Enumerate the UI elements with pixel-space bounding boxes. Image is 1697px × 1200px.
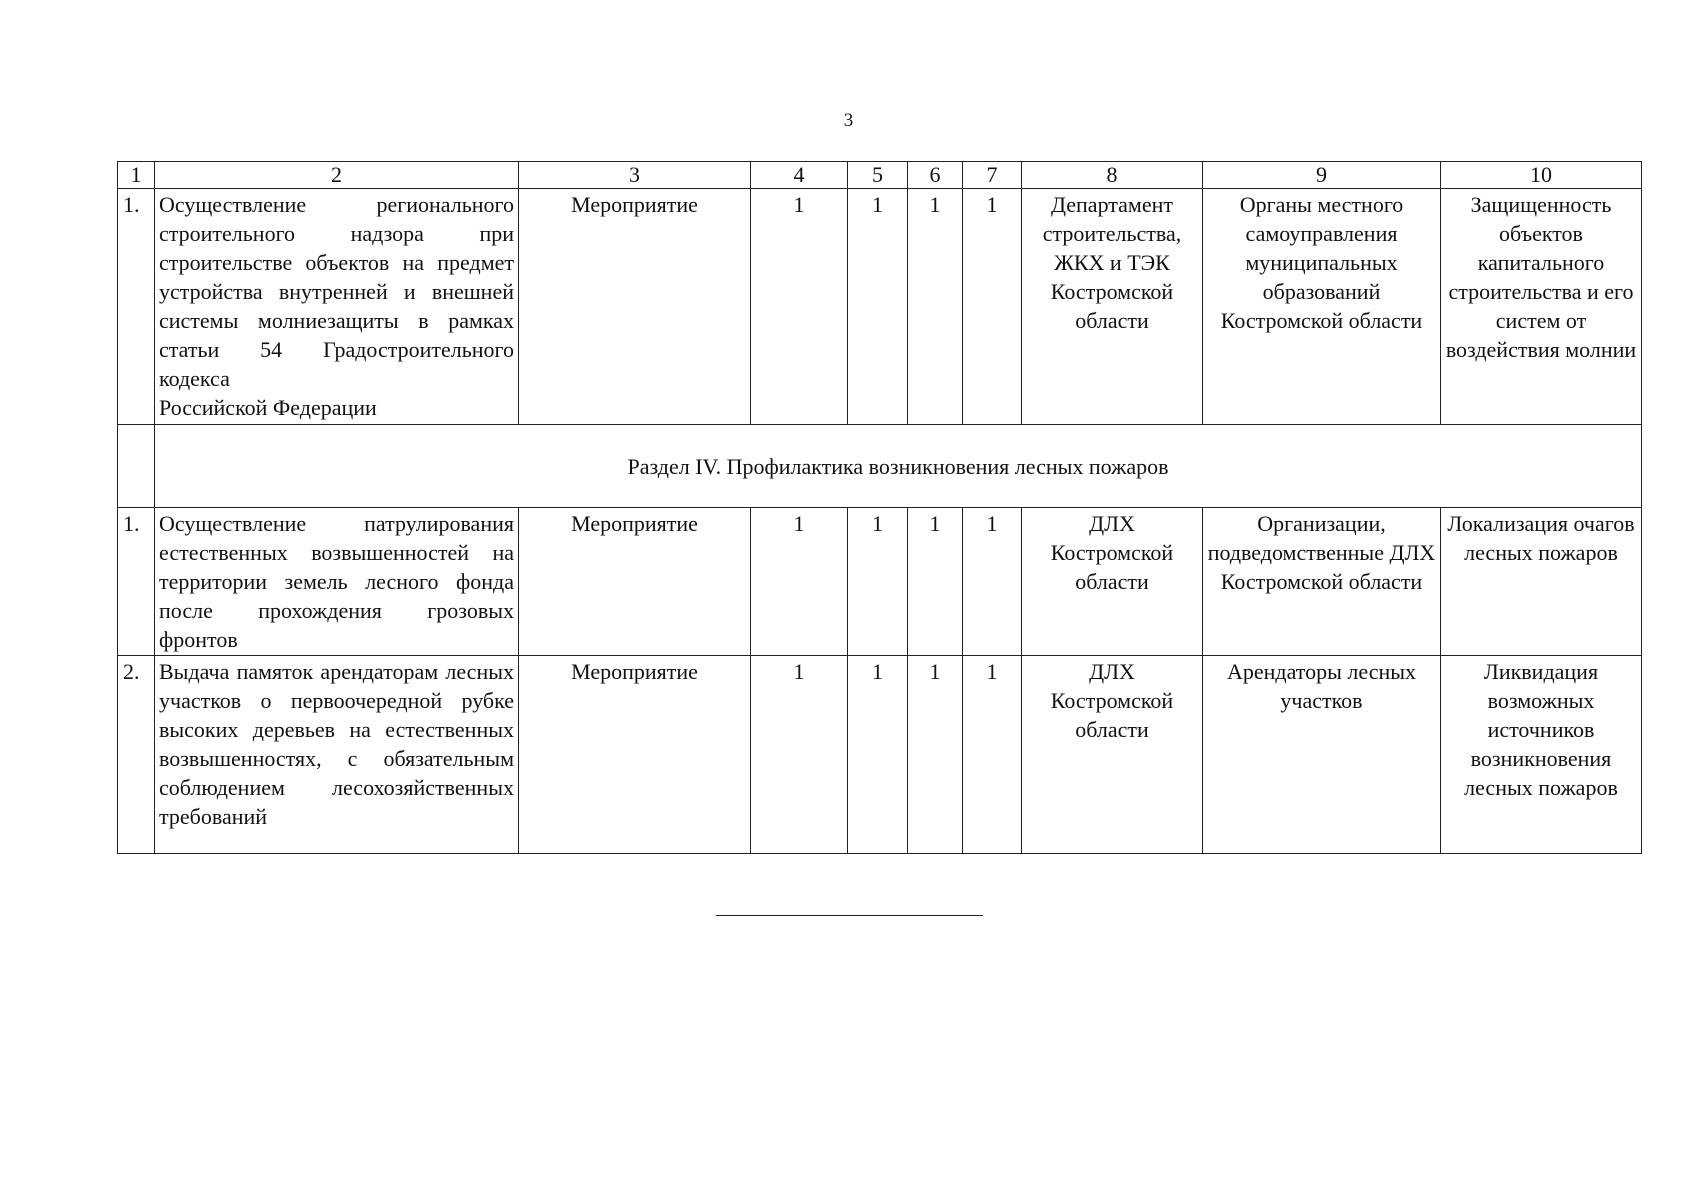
measure-type: Мероприятие <box>519 189 751 425</box>
cell-value: 1 <box>751 189 848 425</box>
description-line: требований <box>159 804 268 829</box>
measure-description <box>155 656 519 854</box>
responsible-executor: ДЛХ Костромской области <box>1022 656 1203 854</box>
cell-value: 1 <box>963 508 1022 656</box>
co-executor: Арендаторы лесных участков <box>1203 656 1441 854</box>
co-executor: Органы местного самоуправления муниципальных образований Костромской области <box>1203 189 1441 425</box>
description-line: Выдача памяток арендаторам <box>159 659 439 684</box>
measure-description <box>155 508 519 656</box>
description-line: после прохождения грозовых <box>159 598 514 623</box>
expected-result: Локализация очагов лесных пожаров <box>1441 508 1642 656</box>
measure-type: Мероприятие <box>519 508 751 656</box>
description-line: Осуществление регионального <box>159 192 514 217</box>
description-line: первоочередной рубке высоких <box>159 688 515 742</box>
cell-value: 1 <box>908 508 963 656</box>
description-line: лесных участков о <box>159 659 515 713</box>
measure-type: Мероприятие <box>519 656 751 854</box>
column-number: 3 <box>519 162 751 189</box>
cell-value: 1 <box>963 656 1022 854</box>
page-number: 3 <box>843 110 854 131</box>
table-row <box>118 189 1642 425</box>
description-line: деревьев на естественных <box>252 717 514 742</box>
row-number: 1. <box>118 189 155 425</box>
cell-value: 1 <box>848 656 908 854</box>
co-executor: Организации, подведомственные ДЛХ Костромской области <box>1203 508 1441 656</box>
column-number: 8 <box>1022 162 1203 189</box>
description-line: территории земель лесного фонда <box>159 569 514 594</box>
table-row <box>118 656 1642 854</box>
column-number: 1 <box>118 162 155 189</box>
column-number: 4 <box>751 162 848 189</box>
column-number: 7 <box>963 162 1022 189</box>
description-line: возвышенностях, с обязательным <box>159 746 514 771</box>
table-row <box>118 508 1642 656</box>
cell-value: 1 <box>848 508 908 656</box>
description-line: соблюдением лесохозяйственных <box>159 775 514 800</box>
section-number-cell <box>118 425 155 508</box>
cell-value: 1 <box>908 189 963 425</box>
row-number: 2. <box>118 656 155 854</box>
column-number: 5 <box>848 162 908 189</box>
cell-value: 1 <box>908 656 963 854</box>
description-line: Градостроительного кодекса <box>159 337 515 391</box>
measures-table <box>117 161 1642 854</box>
description-line: естественных возвышенностей на <box>159 540 514 565</box>
description-line: строительного надзора при <box>159 221 514 246</box>
column-number: 9 <box>1203 162 1441 189</box>
column-number: 10 <box>1441 162 1642 189</box>
column-number: 6 <box>908 162 963 189</box>
responsible-executor: Департамент строительства, ЖКХ и ТЭК Костромской области <box>1022 189 1203 425</box>
column-number: 2 <box>155 162 519 189</box>
row-number: 1. <box>118 508 155 656</box>
description-line: Российской Федерации <box>159 395 377 420</box>
cell-value: 1 <box>848 189 908 425</box>
section-title: Раздел IV. Профилактика возникновения лесных пожаров <box>155 425 1642 508</box>
description-line: внешней системы молниезащиты <box>159 279 514 333</box>
description-line: фронтов <box>159 627 238 652</box>
cell-value: 1 <box>751 656 848 854</box>
description-line: Осуществление патрулирования <box>159 511 514 536</box>
measure-description <box>155 189 519 425</box>
description-line: строительстве объектов на <box>159 250 425 275</box>
column-number-row <box>118 162 1642 189</box>
responsible-executor: ДЛХ Костромской области <box>1022 508 1203 656</box>
end-separator-line <box>716 915 983 916</box>
expected-result: Ликвидация возможных источников возникновения лесных пожаров <box>1441 656 1642 854</box>
expected-result: Защищенность объектов капитального строительства и его систем от воздействия молнии <box>1441 189 1642 425</box>
section-row <box>118 425 1642 508</box>
cell-value: 1 <box>751 508 848 656</box>
cell-value: 1 <box>963 189 1022 425</box>
description-line: предмет устройства внутренней и <box>159 250 514 304</box>
description-line: в рамках статьи 54 <box>159 308 515 362</box>
